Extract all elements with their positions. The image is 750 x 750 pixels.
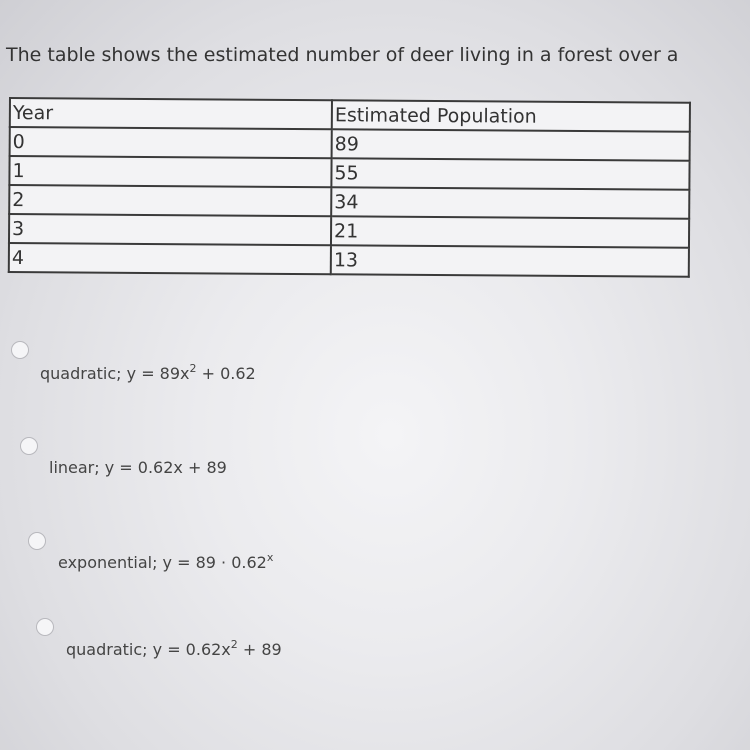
choice-exponent: 2 — [189, 362, 197, 375]
choice-label[interactable] — [49, 458, 227, 477]
choice-text: quadratic; y = 89x — [40, 364, 190, 383]
choice-label[interactable] — [58, 551, 273, 572]
table-header-cell: Estimated Population — [332, 100, 690, 131]
choice-text-suffix: + 0.62 — [196, 364, 256, 383]
choice-text: linear; y = 0.62x + 89 — [49, 458, 227, 477]
table-cell: 55 — [331, 158, 689, 189]
table-header-cell: Year — [10, 98, 332, 129]
radio-button[interactable] — [20, 437, 38, 455]
table-cell: 34 — [331, 187, 689, 218]
question-text: The table shows the estimated number of deer living in a forest over a — [6, 44, 679, 66]
radio-button[interactable] — [36, 618, 54, 636]
choice-exponent: 2 — [230, 638, 238, 651]
radio-button[interactable] — [28, 532, 46, 550]
table-row — [9, 156, 689, 190]
table-row — [9, 214, 689, 248]
choice-label[interactable] — [66, 638, 282, 659]
radio-button[interactable] — [11, 341, 29, 359]
table-header-row — [10, 98, 690, 132]
choice-label[interactable] — [40, 362, 256, 383]
choice-text: exponential; y = 89 · 0.62 — [58, 553, 267, 572]
table-cell: 2 — [9, 185, 331, 216]
table-cell: 4 — [9, 243, 331, 274]
table-row — [9, 243, 689, 277]
choice-exponent: x — [266, 551, 274, 564]
table-row — [10, 127, 690, 161]
table-cell: 13 — [331, 245, 689, 276]
table-cell: 1 — [9, 156, 331, 187]
table-cell: 0 — [10, 127, 332, 158]
table-cell: 89 — [332, 129, 690, 160]
choice-text-suffix: + 89 — [237, 640, 282, 659]
table-cell: 21 — [331, 216, 689, 247]
data-table — [8, 97, 691, 278]
choice-text: quadratic; y = 0.62x — [66, 640, 231, 659]
table-row — [9, 185, 689, 219]
table-cell: 3 — [9, 214, 331, 245]
